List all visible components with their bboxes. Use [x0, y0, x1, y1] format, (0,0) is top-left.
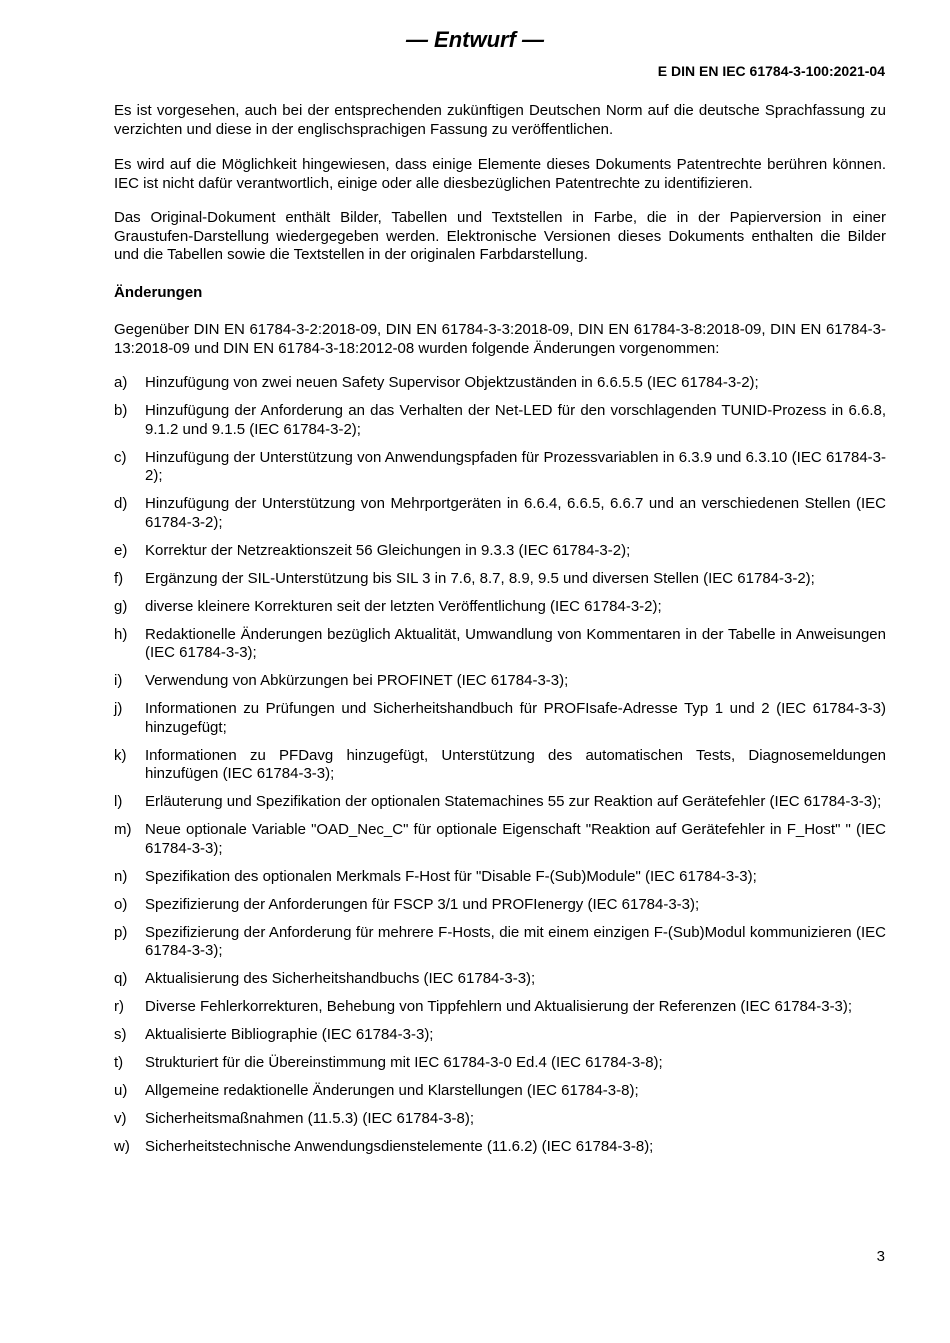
- list-item-text: Sicherheitstechnische Anwendungsdienstelemente (11.6.2) (IEC 61784-3-8);: [145, 1138, 654, 1155]
- list-item: [114, 1054, 886, 1073]
- list-item-letter: c): [114, 448, 127, 466]
- list-item: [114, 542, 886, 561]
- paragraph-color-notice: Das Original-Dokument enthält Bilder, Tabellen und Textstellen in Farbe, die in der Papierversion in einer Graustufen-Darstellung wiedergegeben werden. Elektronische Versionen dieses Dokuments enthalten die Bilder und die Tabellen sowie die Textstellen in der originalen Farbdarstellung.: [114, 209, 886, 263]
- list-item-letter: a): [114, 374, 128, 391]
- list-item-text: Aktualisierte Bibliographie (IEC 61784-3-3);: [145, 1026, 434, 1043]
- list-item-letter: d): [114, 495, 128, 512]
- list-item-text: Spezifizierung der Anforderungen für FSCP 3/1 und PROFIenergy (IEC 61784-3-3);: [145, 895, 700, 913]
- paragraph-language-version: Es ist vorgesehen, auch bei der entsprechenden zukünftigen Deutschen Norm auf die deutsche Sprachfassung zu verzichten und diese in der englischsprachigen Fassung zu veröffentlichen.: [114, 102, 886, 138]
- page-content: [114, 102, 886, 1166]
- list-item-text: Aktualisierung des Sicherheitshandbuchs (IEC 61784-3-3);: [145, 970, 536, 987]
- list-item-letter: u): [114, 1082, 128, 1099]
- list-item-letter: g): [114, 597, 128, 615]
- list-item-letter: w): [114, 1138, 130, 1155]
- list-item: [114, 570, 886, 589]
- list-item-letter: p): [114, 923, 128, 941]
- list-item: [114, 672, 886, 691]
- list-item-text: Diverse Fehlerkorrekturen, Behebung von Tippfehlern und Aktualisierung der Referenzen (IEC 61784-3-3);: [145, 998, 853, 1015]
- list-item-letter: m): [114, 821, 132, 838]
- list-item-letter: h): [114, 625, 128, 643]
- list-item: [114, 598, 886, 617]
- list-item-text: Hinzufügung der Anforderung an das Verhalten der Net-LED für den vorschlagenden TUNID-Prozess in 6.6.8, 9.1.2 und 9.1.5 (IEC 61784-3-2);: [145, 402, 886, 438]
- list-item-text: Informationen zu PFDavg hinzugefügt, Unterstützung des automatischen Tests, Diagnosemeldungen hinzufügen (IEC 61784-3-3);: [145, 746, 886, 782]
- list-item: [114, 868, 886, 887]
- page-number: 3: [876, 1248, 885, 1265]
- list-item-text: Spezifizierung der Anforderung für mehrere F-Hosts, die mit einem einzigen F-(Sub)Modul kommunizieren (IEC 61784-3-3);: [145, 923, 886, 959]
- changes-intro: Gegenüber DIN EN 61784-3-2:2018-09, DIN EN 61784-3-3:2018-09, DIN EN 61784-3-8:2018-09, DIN EN 61784-3-13:2018-09 und DIN EN 61784-3-18:2012-08 wurden folgende Änderungen vorgenommen:: [114, 321, 886, 357]
- list-item: [114, 998, 886, 1017]
- list-item: [114, 700, 886, 737]
- list-item: [114, 747, 886, 784]
- list-item-letter: q): [114, 970, 128, 987]
- list-item-text: Hinzufügung der Unterstützung von Mehrportgeräten in 6.6.4, 6.6.5, 6.6.7 und an verschiedenen Stellen (IEC 61784-3-2);: [145, 495, 886, 531]
- list-item: [114, 970, 886, 989]
- list-item-letter: n): [114, 867, 128, 885]
- list-item: [114, 1026, 886, 1045]
- list-item-letter: b): [114, 402, 128, 419]
- list-item: [114, 449, 886, 486]
- changes-heading: Änderungen: [114, 283, 203, 301]
- list-item: [114, 821, 886, 858]
- list-item: [114, 793, 886, 812]
- draft-title: — Entwurf —: [405, 27, 545, 52]
- list-item: [114, 402, 886, 439]
- list-item-letter: f): [114, 569, 124, 587]
- list-item-text: Redaktionelle Änderungen bezüglich Aktualität, Umwandlung von Kommentaren in der Tabelle in Anweisungen (IEC 61784-3-3);: [145, 625, 886, 661]
- list-item-text: Hinzufügung der Unterstützung von Anwendungspfaden für Prozessvariablen in 6.3.9 und 6.3.10 (IEC 61784-3-2);: [145, 448, 886, 484]
- list-item: [114, 896, 886, 915]
- list-item: [114, 1138, 886, 1157]
- list-item-letter: i): [114, 672, 123, 689]
- list-item-letter: r): [114, 998, 124, 1015]
- document-id: E DIN EN IEC 61784-3-100:2021-04: [657, 63, 885, 79]
- list-item-text: Korrektur der Netzreaktionszeit 56 Gleichungen in 9.3.3 (IEC 61784-3-2);: [145, 541, 631, 559]
- list-item-text: Spezifikation des optionalen Merkmals F-Host für "Disable F-(Sub)Module" (IEC 61784-3-3);: [145, 867, 757, 885]
- list-item: [114, 924, 886, 961]
- list-item: [114, 495, 886, 532]
- list-item: [114, 626, 886, 663]
- list-item-text: Informationen zu Prüfungen und Sicherheitshandbuch für PROFIsafe-Adresse Typ 1 und 2 (IEC 61784-3-3) hinzugefügt;: [145, 700, 886, 736]
- list-item-text: Strukturiert für die Übereinstimmung mit IEC 61784-3-0 Ed.4 (IEC 61784-3-8);: [145, 1054, 663, 1071]
- list-item-text: Sicherheitsmaßnahmen (11.5.3) (IEC 61784-3-8);: [145, 1110, 475, 1127]
- list-item-text: diverse kleinere Korrekturen seit der letzten Veröffentlichung (IEC 61784-3-2);: [145, 597, 662, 615]
- list-item-text: Neue optionale Variable "OAD_Nec_C" für optionale Eigenschaft "Reaktion auf Gerätefehler in F_Host" " (IEC 61784-3-3);: [145, 821, 886, 857]
- list-item-letter: o): [114, 895, 128, 913]
- list-item-text: Erläuterung und Spezifikation der optionalen Statemachines 55 zur Reaktion auf Gerätefehler (IEC 61784-3-3);: [145, 793, 882, 810]
- list-item: [114, 1082, 886, 1101]
- list-item: [114, 1110, 886, 1129]
- list-item-letter: k): [114, 746, 127, 764]
- list-item-letter: l): [114, 793, 123, 810]
- list-item-text: Verwendung von Abkürzungen bei PROFINET (IEC 61784-3-3);: [145, 672, 569, 689]
- changes-list: [114, 374, 886, 1157]
- list-item-letter: j): [114, 700, 123, 717]
- list-item-letter: e): [114, 541, 128, 559]
- list-item-text: Hinzufügung von zwei neuen Safety Supervisor Objektzuständen in 6.6.5.5 (IEC 61784-3-2);: [145, 374, 759, 391]
- list-item-text: Allgemeine redaktionelle Änderungen und Klarstellungen (IEC 61784-3-8);: [145, 1082, 639, 1099]
- list-item-letter: v): [114, 1110, 127, 1127]
- list-item: [114, 374, 886, 393]
- list-item-letter: s): [114, 1026, 127, 1043]
- list-item-text: Ergänzung der SIL-Unterstützung bis SIL 3 in 7.6, 8.7, 8.9, 9.5 und diversen Stellen (IEC 61784-3-2);: [145, 569, 815, 587]
- paragraph-patent-notice: Es wird auf die Möglichkeit hingewiesen, dass einige Elemente dieses Dokuments Patentrechte berühren können. IEC ist nicht dafür verantwortlich, einige oder alle diesbezüglichen Patentrechte zu identifizieren.: [114, 156, 886, 192]
- list-item-letter: t): [114, 1054, 124, 1071]
